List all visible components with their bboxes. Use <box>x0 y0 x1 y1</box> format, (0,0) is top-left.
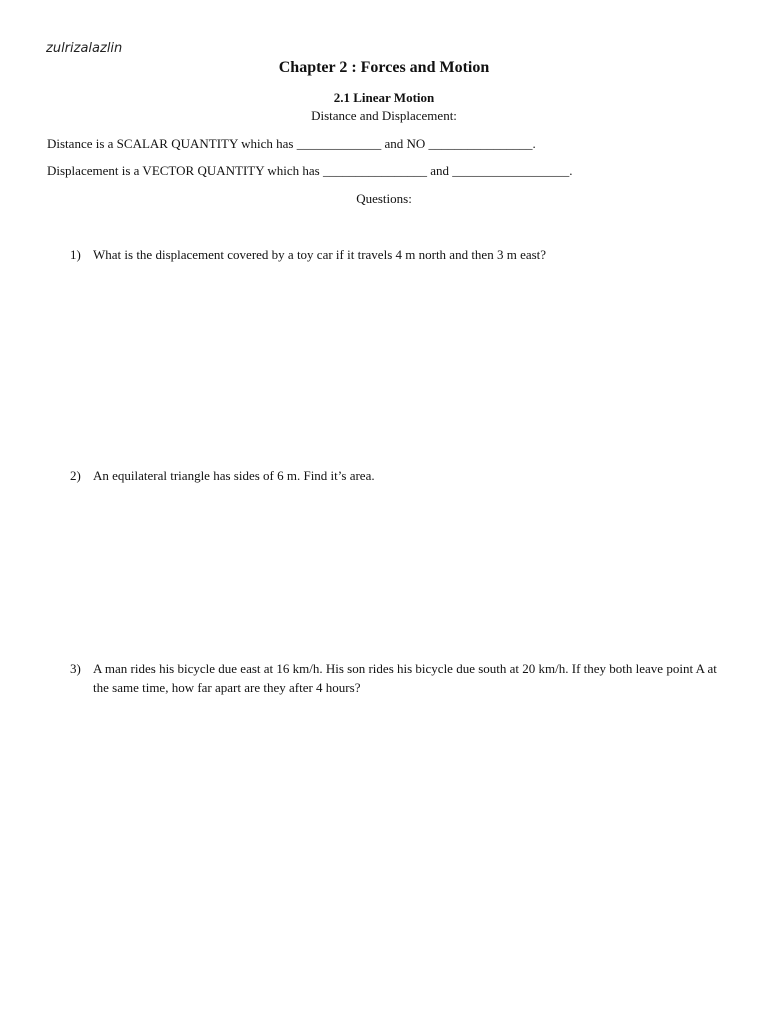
question-text: A man rides his bicycle due east at 16 km/h. His son rides his bicycle due south at 20 km/h. If they both leave point A at the same time, how far apart are they after 4 hours? <box>93 661 717 695</box>
question-number: 1) <box>70 247 81 262</box>
questions-heading: Questions: <box>356 191 412 206</box>
section-heading: 2.1 Linear Motion <box>333 90 435 105</box>
question-text: An equilateral triangle has sides of 6 m. Find it’s area. <box>93 468 375 483</box>
displacement-statement: Displacement is a VECTOR QUANTITY which has ________________ and __________________. <box>47 163 573 178</box>
distance-statement: Distance is a SCALAR QUANTITY which has _____________ and NO ________________. <box>47 136 536 151</box>
question-text: What is the displacement covered by a toy car if it travels 4 m north and then 3 m east? <box>93 247 547 262</box>
chapter-title: Chapter 2 : Forces and Motion <box>278 59 490 76</box>
question-item <box>70 466 720 485</box>
question-item <box>70 659 720 697</box>
question-number: 3) <box>70 661 81 676</box>
subsection-heading: Distance and Displacement: <box>311 108 457 123</box>
question-item <box>70 245 720 264</box>
author-watermark: zulrizalazlin <box>46 41 123 56</box>
question-number: 2) <box>70 468 81 483</box>
